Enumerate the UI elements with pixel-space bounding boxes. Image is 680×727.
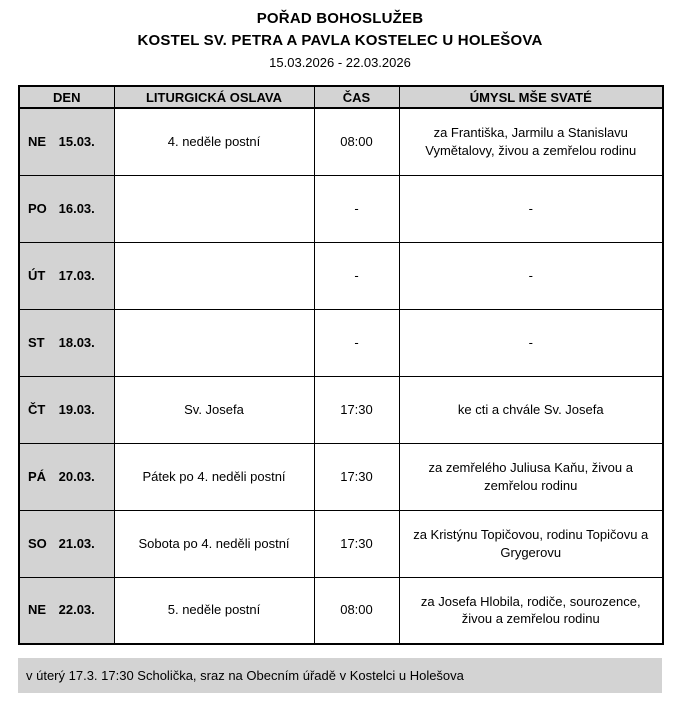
column-header-umysl: ÚMYSL MŠE SVATÉ (399, 86, 663, 108)
table-row (19, 443, 663, 510)
time-cell: - (314, 242, 399, 309)
schedule-table (18, 85, 664, 645)
table-row (19, 510, 663, 577)
time-cell: 17:30 (314, 376, 399, 443)
day-abbr: NE (28, 133, 47, 149)
celebration-cell: Pátek po 4. neděli postní (114, 443, 314, 510)
day-cell (19, 175, 114, 242)
page-title: POŘAD BOHOSLUŽEB (256, 10, 424, 27)
day-abbr: PÁ (28, 468, 47, 484)
day-abbr: ČT (28, 401, 46, 417)
date-range: 15.03.2026 - 22.03.2026 (269, 55, 411, 70)
celebration-cell: 4. neděle postní (114, 108, 314, 175)
day-abbr: ST (28, 334, 45, 350)
table-row (19, 175, 663, 242)
celebration-cell: Sobota po 4. neděli postní (114, 510, 314, 577)
celebration-cell (114, 309, 314, 376)
table-row (19, 242, 663, 309)
day-cell (19, 443, 114, 510)
table-row (19, 577, 663, 644)
intention-cell: ke cti a chvále Sv. Josefa (399, 376, 663, 443)
intention-cell: - (399, 175, 663, 242)
table-row (19, 376, 663, 443)
celebration-cell (114, 242, 314, 309)
footer-note: v úterý 17.3. 17:30 Scholička, sraz na Obecním úřadě v Kostelci u Holešova (18, 658, 662, 693)
celebration-cell: 5. neděle postní (114, 577, 314, 644)
celebration-cell (114, 175, 314, 242)
intention-cell: - (399, 309, 663, 376)
time-cell: - (314, 309, 399, 376)
time-cell: 08:00 (314, 108, 399, 175)
day-cell (19, 376, 114, 443)
intention-cell: za Josefa Hlobila, rodiče, sourozence, živou a zemřelou rodinu (399, 577, 663, 644)
time-cell: 08:00 (314, 577, 399, 644)
day-date: 21.03. (58, 535, 95, 551)
day-cell (19, 510, 114, 577)
intention-cell: za Františka, Jarmilu a Stanislavu Vymětalovy, živou a zemřelou rodinu (399, 108, 663, 175)
table-row (19, 108, 663, 175)
day-cell (19, 108, 114, 175)
day-date: 22.03. (58, 602, 95, 618)
column-header-oslava: LITURGICKÁ OSLAVA (114, 86, 314, 108)
time-cell: 17:30 (314, 510, 399, 577)
day-date: 20.03. (58, 468, 95, 484)
day-date: 15.03. (58, 133, 95, 149)
time-cell: 17:30 (314, 443, 399, 510)
day-abbr: NE (28, 602, 47, 618)
day-cell (19, 309, 114, 376)
column-header-cas: ČAS (314, 86, 399, 108)
intention-cell: za zemřelého Juliusa Kaňu, živou a zemřelou rodinu (399, 443, 663, 510)
day-abbr: SO (28, 535, 47, 551)
day-date: 18.03. (58, 334, 95, 350)
day-date: 16.03. (58, 200, 95, 216)
celebration-cell: Sv. Josefa (114, 376, 314, 443)
day-abbr: ÚT (28, 267, 46, 283)
intention-cell: - (399, 242, 663, 309)
table-row (19, 309, 663, 376)
document-header (18, 10, 662, 70)
church-name: KOSTEL SV. PETRA A PAVLA KOSTELEC U HOLEŠOVA (137, 32, 543, 49)
time-cell: - (314, 175, 399, 242)
day-date: 19.03. (58, 401, 95, 417)
day-cell (19, 242, 114, 309)
table-header-row (19, 86, 663, 108)
day-cell (19, 577, 114, 644)
intention-cell: za Kristýnu Topičovou, rodinu Topičovu a Grygerovu (399, 510, 663, 577)
column-header-den: DEN (19, 86, 114, 108)
day-abbr: PO (28, 200, 47, 216)
day-date: 17.03. (58, 267, 95, 283)
